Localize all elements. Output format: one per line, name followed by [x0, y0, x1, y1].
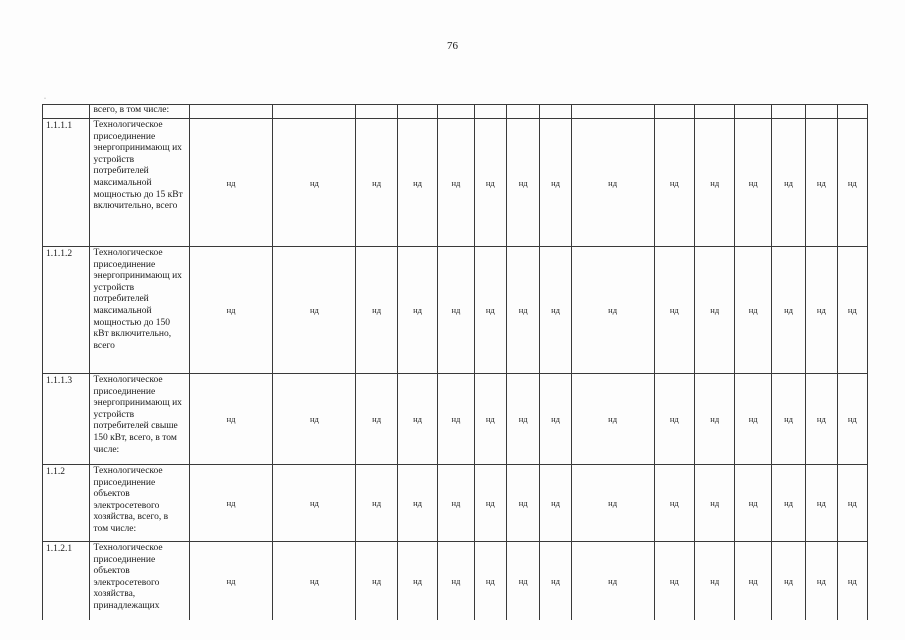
value-cell: нд	[397, 465, 437, 542]
value-cell: нд	[695, 374, 735, 465]
value-cell: нд	[837, 465, 867, 542]
value-cell: нд	[654, 247, 694, 374]
row-code-cell: 1.1.1.2	[43, 247, 90, 374]
value-cell: нд	[837, 247, 867, 374]
value-cell: нд	[837, 542, 867, 621]
value-cell: нд	[397, 542, 437, 621]
value-cell: нд	[189, 542, 273, 621]
value-cell: нд	[771, 119, 805, 247]
value-cell: нд	[540, 374, 571, 465]
value-cell: нд	[654, 374, 694, 465]
value-cell: нд	[474, 119, 506, 247]
value-cell: нд	[189, 465, 273, 542]
value-cell: нд	[735, 374, 771, 465]
row-name-cell: Технологическое присоединение энергопринимающ их устройств потребителей свыше 150 кВт, всего, в том числе:	[89, 374, 189, 465]
value-cell: нд	[506, 247, 539, 374]
row-name-cell: Технологическое присоединение объектов электросетевого хозяйства, принадлежащих	[89, 542, 189, 621]
value-cell: нд	[771, 374, 805, 465]
value-cell: нд	[806, 465, 837, 542]
row-code-cell: 1.1.1.1	[43, 119, 90, 247]
value-cell: нд	[356, 247, 397, 374]
value-cell: нд	[189, 119, 273, 247]
row-code-cell: 1.1.1.3	[43, 374, 90, 465]
value-cell: нд	[654, 542, 694, 621]
value-cell: нд	[735, 119, 771, 247]
table-row	[43, 119, 868, 247]
row-name-cell: Технологическое присоединение объектов электросетевого хозяйства, всего, в том числе:	[89, 465, 189, 542]
value-cell: нд	[273, 465, 356, 542]
table-row-header-fragment	[43, 105, 868, 119]
value-cell: нд	[356, 374, 397, 465]
value-cell: нд	[397, 374, 437, 465]
value-cell: нд	[438, 465, 474, 542]
value-cell: нд	[273, 247, 356, 374]
row-name-cell: Технологическое присоединение энергопринимающ их устройств потребителей максимальной мощностью до 150 кВт включительно, всего	[89, 247, 189, 374]
value-cell: нд	[506, 542, 539, 621]
table-row	[43, 542, 868, 621]
value-cell: нд	[837, 374, 867, 465]
value-cell: нд	[506, 119, 539, 247]
value-cell: нд	[735, 247, 771, 374]
value-cell: нд	[654, 119, 694, 247]
value-cell: нд	[771, 542, 805, 621]
code-cell	[43, 105, 90, 119]
value-cell: нд	[356, 465, 397, 542]
row-code-cell: 1.1.2	[43, 465, 90, 542]
value-cell: нд	[771, 247, 805, 374]
value-cell: нд	[695, 119, 735, 247]
value-cell: нд	[438, 542, 474, 621]
value-cell: нд	[771, 465, 805, 542]
value-cell: нд	[474, 374, 506, 465]
value-cell: нд	[806, 119, 837, 247]
row-code-cell: 1.1.2.1	[43, 542, 90, 621]
table-row	[43, 374, 868, 465]
value-cell: нд	[571, 542, 654, 621]
value-cell: нд	[189, 247, 273, 374]
scan-dot: ·	[44, 96, 46, 102]
value-cell: нд	[571, 374, 654, 465]
value-cell: нд	[474, 465, 506, 542]
value-cell: нд	[506, 465, 539, 542]
value-cell: нд	[735, 542, 771, 621]
value-cell: нд	[273, 119, 356, 247]
value-cell: нд	[654, 465, 694, 542]
name-cell: всего, в том числе:	[89, 105, 189, 119]
value-cell: нд	[806, 374, 837, 465]
value-cell: нд	[474, 247, 506, 374]
value-cell: нд	[438, 247, 474, 374]
value-cell: нд	[571, 247, 654, 374]
data-table	[42, 104, 868, 620]
value-cell: нд	[356, 542, 397, 621]
value-cell: нд	[438, 119, 474, 247]
value-cell: нд	[540, 465, 571, 542]
value-cell: нд	[571, 119, 654, 247]
value-cell: нд	[837, 119, 867, 247]
table-row	[43, 247, 868, 374]
value-cell: нд	[356, 119, 397, 247]
value-cell: нд	[540, 542, 571, 621]
value-cell: нд	[506, 374, 539, 465]
page-number: 76	[447, 40, 458, 52]
value-cell: нд	[189, 374, 273, 465]
value-cell: нд	[571, 465, 654, 542]
value-cell: нд	[540, 247, 571, 374]
value-cell: нд	[474, 542, 506, 621]
value-cell: нд	[438, 374, 474, 465]
value-cell: нд	[695, 247, 735, 374]
value-cell: нд	[695, 465, 735, 542]
value-cell: нд	[806, 247, 837, 374]
value-cell: нд	[273, 542, 356, 621]
value-cell: нд	[273, 374, 356, 465]
row-name-cell: Технологическое присоединение энергопринимающ их устройств потребителей максимальной мощностью до 15 кВт включительно, всего	[89, 119, 189, 247]
value-cell: нд	[397, 247, 437, 374]
value-cell: нд	[735, 465, 771, 542]
value-cell: нд	[540, 119, 571, 247]
table-row	[43, 465, 868, 542]
value-cell: нд	[397, 119, 437, 247]
value-cell: нд	[806, 542, 837, 621]
value-cell: нд	[695, 542, 735, 621]
